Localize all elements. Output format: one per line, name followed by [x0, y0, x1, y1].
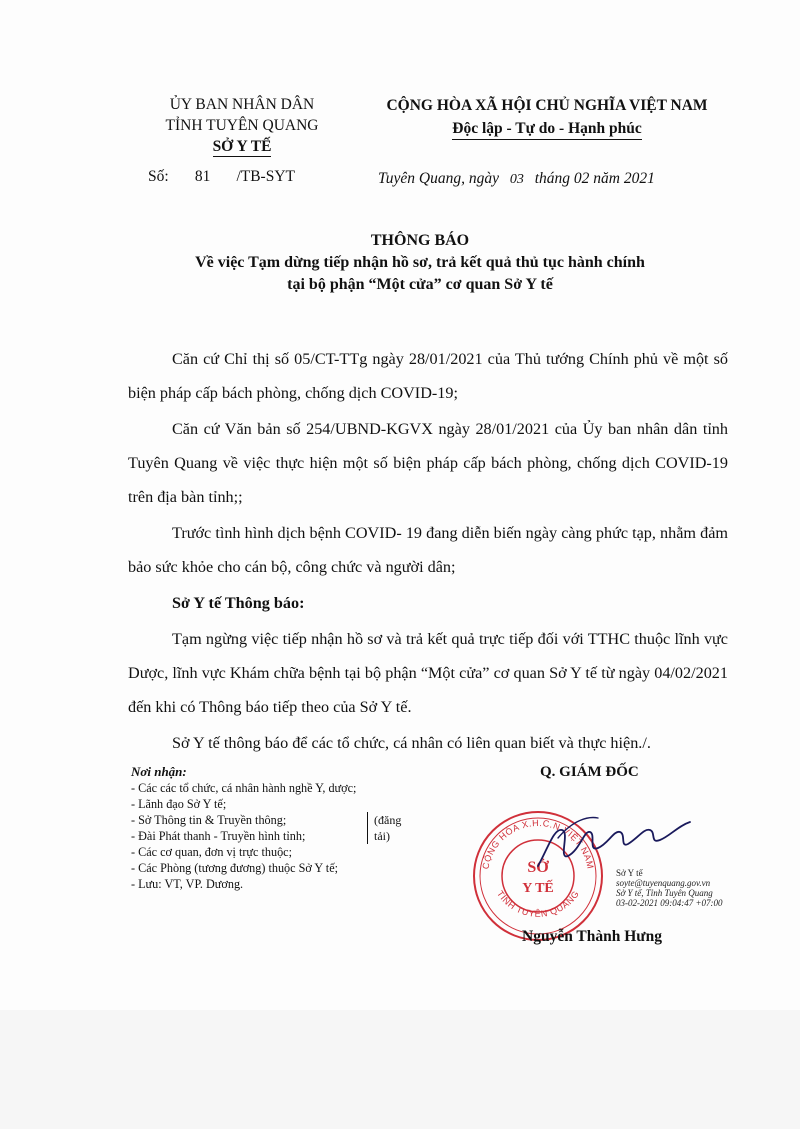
svg-text:TỈNH TUYÊN QUANG: TỈNH TUYÊN QUANG	[494, 888, 582, 919]
recipients-list	[131, 764, 431, 892]
body-paragraph-5: Sở Y tế thông báo để các tổ chức, cá nhân có liên quan biết và thực hiện./.	[172, 734, 651, 752]
recipient-item: - Các cơ quan, đơn vị trực thuộc;	[131, 845, 292, 859]
dsig-line-2: soyte@tuyenquang.gov.vn	[616, 878, 711, 888]
body-paragraph-2: Căn cứ Văn bản số 254/UBND-KGVX ngày 28/01/2021 của Ủy ban nhân dân tỉnh Tuyên Quang về việc thực hiện một số biện pháp cấp bách phòng, chống dịch COVID-19 trên địa bàn tỉnh;;	[128, 420, 728, 506]
doc-number-value: 81	[194, 168, 211, 185]
body-heading: Sở Y tế Thông báo:	[172, 594, 305, 612]
recipient-item: - Các các tổ chức, cá nhân hành nghề Y, dược;	[131, 781, 357, 795]
page-bottom-margin	[0, 1010, 800, 1129]
recipients-header: Nơi nhận:	[131, 764, 187, 779]
recipient-item-group	[131, 812, 431, 844]
doc-number-label: Số:	[148, 168, 169, 185]
notice-title	[100, 230, 740, 296]
issuing-authority	[128, 94, 356, 157]
recipient-item: - Các Phòng (tương đương) thuộc Sở Y tế;	[131, 861, 338, 875]
body-paragraph-3: Trước tình hình dịch bệnh COVID- 19 đang diễn biến ngày càng phức tạp, nhằm đảm bảo sức khỏe cho cán bộ, công chức và người dân;	[128, 524, 728, 576]
svg-text:Y TẾ: Y TẾ	[522, 881, 554, 896]
digital-signature-info	[616, 868, 723, 908]
body-paragraph-4: Tạm ngừng việc tiếp nhận hồ sơ và trả kết quả trực tiếp đối với TTHC thuộc lĩnh vực Dược, lĩnh vực Khám chữa bệnh tại bộ phận “Một cửa” cơ quan Sở Y tế từ ngày 04/02/2021 đến khi có Thông báo tiếp theo của Sở Y tế.	[128, 630, 728, 716]
bracket-note-line-2: tải)	[374, 829, 390, 843]
signer-title: Q. GIÁM ĐỐC	[540, 764, 639, 780]
title-sub-1: Về việc Tạm dừng tiếp nhận hồ sơ, trả kết quả thủ tục hành chính	[195, 254, 645, 271]
document-number	[148, 168, 295, 186]
nation-line-1: CỘNG HÒA XÃ HỘI CHỦ NGHĨA VIỆT NAM	[386, 97, 708, 114]
org-line-3: SỞ Y TẾ	[212, 138, 272, 155]
nation-motto: Độc lập - Tự do - Hạnh phúc	[452, 119, 641, 140]
date-suffix: tháng 02 năm 2021	[534, 170, 655, 187]
notice-body	[128, 342, 728, 762]
svg-text:SỞ: SỞ	[527, 859, 549, 876]
org-line-2: TỈNH TUYÊN QUANG	[165, 117, 319, 134]
date-day: 03	[509, 172, 524, 187]
publish-bracket-note	[367, 812, 402, 844]
dsig-line-4: 03-02-2021 09:04:47 +07:00	[616, 898, 723, 908]
recipient-item: - Lãnh đạo Sở Y tế;	[131, 797, 227, 811]
recipient-item: - Lưu: VT, VP. Dương.	[131, 877, 244, 891]
dsig-line-3: Sở Y tế, Tỉnh Tuyên Quang	[616, 888, 713, 898]
doc-number-suffix: /TB-SYT	[236, 168, 295, 185]
svg-text:CỘNG HÒA X.H.C.N VIỆT NAM: CỘNG HÒA X.H.C.N VIỆT NAM	[480, 817, 596, 871]
national-header	[362, 94, 732, 140]
dsig-line-1: Sở Y tế	[616, 868, 643, 878]
signer-name: Nguyễn Thành Hưng	[522, 928, 662, 945]
recipient-item: - Đài Phát thanh - Truyền hình tỉnh;	[131, 829, 306, 843]
title-sub-2: tại bộ phận “Một cửa” cơ quan Sở Y tế	[287, 276, 553, 293]
org-line-1: ỦY BAN NHÂN DÂN	[169, 96, 315, 113]
date-prefix: Tuyên Quang, ngày	[378, 170, 499, 187]
bracket-note-line-1: (đăng	[374, 813, 402, 827]
recipient-item: - Sở Thông tin & Truyền thông;	[131, 813, 287, 827]
title-main: THÔNG BÁO	[370, 232, 470, 249]
issue-date	[378, 170, 655, 188]
body-paragraph-1: Căn cứ Chỉ thị số 05/CT-TTg ngày 28/01/2021 của Thủ tướng Chính phủ về một số biện pháp cấp bách phòng, chống dịch COVID-19;	[128, 350, 728, 402]
